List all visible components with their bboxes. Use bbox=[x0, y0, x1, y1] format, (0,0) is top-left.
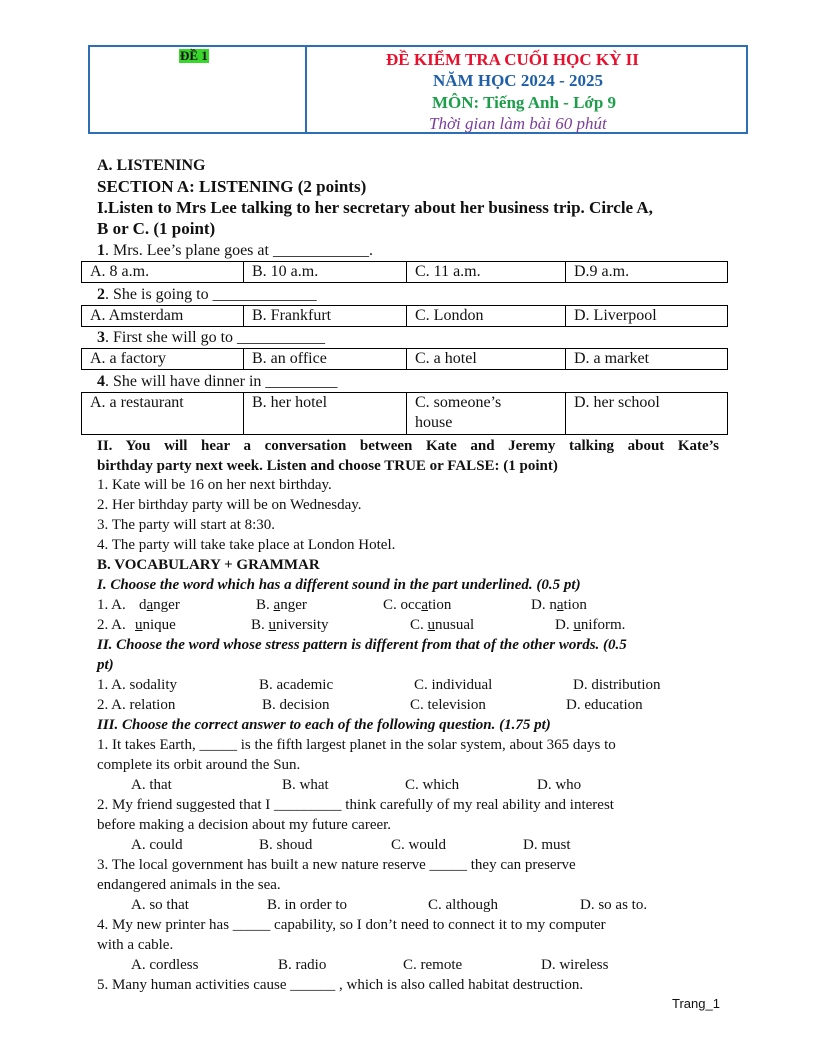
section-a-subheading: SECTION A: LISTENING (2 points) bbox=[97, 177, 367, 196]
tf-statement: 3. The party will start at 8:30. bbox=[97, 517, 276, 533]
exam-tag: ĐỀ 1 bbox=[180, 48, 208, 63]
grammar-q2-option-c: C. would bbox=[391, 837, 447, 853]
part2-instruction-line1: II. You will hear a conversation between Kate and Jeremy talking about Kate’s bbox=[97, 438, 719, 454]
grammar-q2-line2: before making a decision about my future career. bbox=[97, 817, 392, 833]
pron-q1-label: 1. A. bbox=[97, 597, 126, 613]
option-cell: D. her school bbox=[566, 393, 728, 435]
option-cell: A. a factory bbox=[82, 349, 244, 370]
listening-question-2: 2. She is going to _____________ bbox=[97, 286, 317, 303]
stress-q1-option-d: D. distribution bbox=[573, 677, 661, 693]
grammar-q2-option-b: B. shoud bbox=[259, 837, 313, 853]
option-cell: A. 8 a.m. bbox=[82, 262, 244, 283]
option-cell: D. Liverpool bbox=[566, 306, 728, 327]
pron-q2-option-a: unique bbox=[135, 617, 176, 633]
option-cell: B. Frankfurt bbox=[244, 306, 407, 327]
part2-instruction-line2: birthday party next week. Listen and choose TRUE or FALSE: (1 point) bbox=[97, 458, 558, 474]
grammar-q3-line1: 3. The local government has built a new nature reserve _____ they can preserve bbox=[97, 857, 576, 873]
grammar-q3-option-a: A. so that bbox=[131, 897, 189, 913]
stress-q1-option-a: 1. A. sodality bbox=[97, 677, 178, 693]
exam-title: ĐỀ KIỂM TRA CUỐI HỌC KỲ II bbox=[386, 50, 639, 69]
stress-q2-option-d: D. education bbox=[566, 697, 643, 713]
grammar-q2-option-d: D. must bbox=[523, 837, 571, 853]
grammar-q1-line1: 1. It takes Earth, _____ is the fifth largest planet in the solar system, about 365 days to bbox=[97, 737, 616, 753]
grammar-q2-line1: 2. My friend suggested that I _________ think carefully of my real ability and interest bbox=[97, 797, 614, 813]
grammar-q4-line1: 4. My new printer has _____ capability, so I don’t need to connect it to my computer bbox=[97, 917, 606, 933]
option-cell: B. an office bbox=[244, 349, 407, 370]
option-cell: A. a restaurant bbox=[82, 393, 244, 435]
option-cell: D.9 a.m. bbox=[566, 262, 728, 283]
page-number: Trang_1 bbox=[672, 996, 720, 1011]
vocab-part2-instruction-line1: II. Choose the word whose stress pattern is different from that of the other words. (0.5 bbox=[97, 637, 627, 653]
section-b-heading: B. VOCABULARY + GRAMMAR bbox=[97, 557, 320, 573]
pron-q2-option-d: D. uniform. bbox=[555, 617, 626, 633]
options-table-q3 bbox=[81, 348, 728, 370]
pron-q1-option-c: C. occation bbox=[383, 597, 452, 613]
pron-q2-option-c: C. unusual bbox=[410, 617, 475, 633]
pron-q1-option-b: B. anger bbox=[256, 597, 307, 613]
option-cell: D. a market bbox=[566, 349, 728, 370]
option-cell: C. London bbox=[407, 306, 566, 327]
vocab-part2-instruction-line2: pt) bbox=[97, 657, 114, 673]
option-cell: B. 10 a.m. bbox=[244, 262, 407, 283]
grammar-instruction: III. Choose the correct answer to each of the following question. (1.75 pt) bbox=[97, 717, 551, 733]
tf-statement: 4. The party will take take place at London Hotel. bbox=[97, 537, 396, 553]
school-year: NĂM HỌC 2024 - 2025 bbox=[433, 71, 603, 90]
pron-q2-option-b: B. university bbox=[251, 617, 329, 633]
grammar-q1-option-a: A. that bbox=[131, 777, 172, 793]
stress-q2-option-b: B. decision bbox=[262, 697, 330, 713]
grammar-q4-option-a: A. cordless bbox=[131, 957, 199, 973]
options-table-q4 bbox=[81, 392, 728, 435]
grammar-q3-line2: endangered animals in the sea. bbox=[97, 877, 281, 893]
tf-statement: 2. Her birthday party will be on Wednesday. bbox=[97, 497, 362, 513]
grammar-q1-option-b: B. what bbox=[282, 777, 329, 793]
grammar-q3-option-d: D. so as to. bbox=[580, 897, 648, 913]
stress-q1-option-c: C. individual bbox=[414, 677, 493, 693]
grammar-q4-option-c: C. remote bbox=[403, 957, 463, 973]
header-divider bbox=[305, 47, 307, 132]
option-cell: C. a hotel bbox=[407, 349, 566, 370]
options-table-q2 bbox=[81, 305, 728, 327]
tf-statement: 1. Kate will be 16 on her next birthday. bbox=[97, 477, 332, 493]
grammar-q1-option-c: C. which bbox=[405, 777, 460, 793]
stress-q2-option-c: C. television bbox=[410, 697, 486, 713]
stress-q1-option-b: B. academic bbox=[259, 677, 334, 693]
pron-q1-option-d: D. nation bbox=[531, 597, 587, 613]
subject-line: MÔN: Tiếng Anh - Lớp 9 bbox=[432, 93, 617, 112]
options-table-q1 bbox=[81, 261, 728, 283]
grammar-q4-option-b: B. radio bbox=[278, 957, 327, 973]
grammar-q5-line1: 5. Many human activities cause ______ , which is also called habitat destruction. bbox=[97, 977, 584, 993]
option-cell: C. 11 a.m. bbox=[407, 262, 566, 283]
part1-instruction-line2: B or C. (1 point) bbox=[97, 219, 216, 238]
listening-question-3: 3. First she will go to ___________ bbox=[97, 329, 326, 346]
grammar-q1-option-d: D. who bbox=[537, 777, 582, 793]
pron-q1-option-a: danger bbox=[139, 597, 180, 613]
grammar-q4-line2: with a cable. bbox=[97, 937, 174, 953]
time-limit: Thời gian làm bài 60 phút bbox=[429, 114, 607, 133]
section-a-heading: A. LISTENING bbox=[97, 157, 206, 174]
grammar-q2-option-a: A. could bbox=[131, 837, 183, 853]
listening-question-1: 1. Mrs. Lee’s plane goes at ____________. bbox=[97, 242, 373, 259]
grammar-q3-option-c: C. although bbox=[428, 897, 498, 913]
stress-q2-option-a: 2. A. relation bbox=[97, 697, 176, 713]
grammar-q4-option-d: D. wireless bbox=[541, 957, 609, 973]
pron-q2-label: 2. A. bbox=[97, 617, 126, 633]
option-cell: A. Amsterdam bbox=[82, 306, 244, 327]
part1-instruction-line1: I.Listen to Mrs Lee talking to her secretary about her business trip. Circle A, bbox=[97, 198, 653, 217]
grammar-q3-option-b: B. in order to bbox=[267, 897, 347, 913]
listening-question-4: 4. She will have dinner in _________ bbox=[97, 373, 338, 390]
grammar-q1-line2: complete its orbit around the Sun. bbox=[97, 757, 301, 773]
option-cell: C. someone’s house bbox=[407, 393, 566, 435]
vocab-part1-instruction: I. Choose the word which has a different sound in the part underlined. (0.5 pt) bbox=[97, 577, 581, 593]
option-cell: B. her hotel bbox=[244, 393, 407, 435]
